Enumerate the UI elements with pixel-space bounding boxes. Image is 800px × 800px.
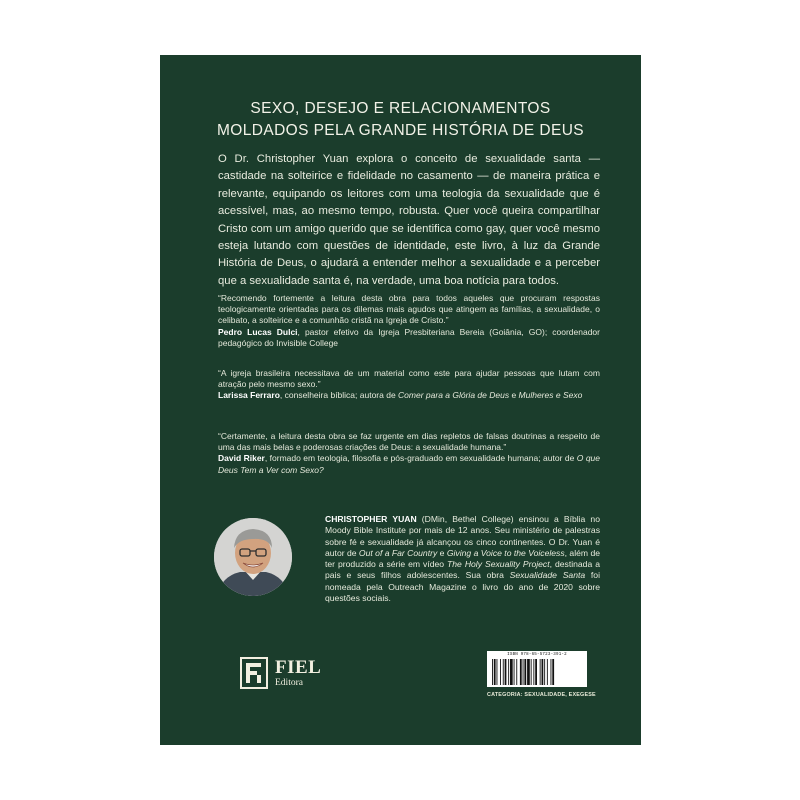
endorsement-text: “Certamente, a leitura desta obra se faz urgente em dias repletos de falsas doutrinas a respeito de uma das mais belas e poderosas criações de Deus: a sexualidade humana.” [218, 431, 600, 453]
bio-text: e [437, 547, 447, 558]
endorser-work-title: Comer para a Glória de Deus [398, 390, 510, 401]
intro-paragraph: O Dr. Christopher Yuan explora o conceito de sexualidade santa — castidade na solteirice e fidelidade no casamento — de maneira prática e relevante, equipando os leitores com uma teologia da sexualidade que é acessível, mas, ao mesmo tempo, robusta. Quer você queira compartilhar Cristo com um amigo querido que se identifica como gay, quer você mesmo esteja lutando com questões de identidade, este livro, à luz da Grande História de Deus, o ajudará a entender melhor a sexualidade e a perceber que a sexualidade santa é, na verdade, uma boa notícia para todos. [218, 153, 600, 287]
book-title: Giving a Voice to the Voiceless [446, 547, 565, 558]
endorsement-quote [218, 431, 600, 476]
category-label: CATEGORIA: SEXUALIDADE, EXEGESE [487, 692, 596, 698]
author-photo [214, 518, 292, 596]
publisher-name: FIEL [275, 657, 322, 678]
endorsement-text: “Recomendo fortemente a leitura desta obra para todos aqueles que procuram respostas teologicamente orientadas para os dilemas mais agudos que atingem as famílias, a sexualidade, o celibato, a solteirice e a comunhão cristã na Igreja de Cristo.” [218, 293, 600, 326]
endorsement-quote [218, 293, 600, 349]
book-title: Sexualidade Santa [509, 570, 586, 581]
publisher-logo [240, 657, 340, 693]
endorsement-text: “A igreja brasileira necessitava de um material como este para ajudar pessoas que lutam com atração pelo mesmo sexo.” [218, 368, 600, 390]
book-title: Out of a Far Country [358, 547, 438, 558]
isbn-barcode [487, 651, 587, 687]
endorsement-quote [218, 368, 600, 402]
endorser-name: Larissa Ferraro [218, 390, 280, 401]
bio-text: , destinada a pais e seus filhos adolescentes. Sua obra [325, 559, 600, 581]
bio-text: foi nomeada pela Outreach Magazine o livro do ano de 2020 sobre questões sociais. [325, 570, 600, 604]
video-series-title: The Holy Sexuality Project [447, 559, 550, 570]
bio-text: , além de ter produzido a série em vídeo [325, 547, 601, 570]
cover-headline [160, 98, 641, 142]
endorser-role: , formado em teologia, filosofia e pós-graduado em sexualidade humana; autor de [264, 453, 577, 464]
book-back-cover [160, 55, 641, 745]
endorser-role: , pastor efetivo da Igreja Presbiteriana Bereia (Goiânia, GO); coordenador pedagógico do Invisible College [218, 326, 600, 348]
endorser-name: David Riker [218, 453, 265, 464]
endorser-work-title: Mulheres e Sexo [518, 390, 583, 401]
endorser-role: , conselheira bíblica; autora de [279, 390, 399, 401]
endorser-name: Pedro Lucas Dulci [218, 326, 298, 337]
headline-line-1: SEXO, DESEJO E RELACIONAMENTOS [250, 100, 551, 117]
publisher-subtitle: Editora [275, 678, 303, 688]
author-bio [325, 514, 600, 604]
isbn-number: ISBN 978-65-5723-391-2 [507, 653, 567, 657]
author-portrait-illustration [214, 518, 292, 596]
bio-text: (DMin, Bethel College) ensinou a Bíblia no Moody Bible Institute por mais de 12 anos. Seu ministério de palestras sobre fé e sexualidade já alcançou os cinco continentes. O Dr. Yuan é autor de [325, 514, 600, 558]
author-name: CHRISTOPHER YUAN [325, 514, 417, 524]
endorser-work-title: O que Deus Tem a Ver com Sexo? [218, 453, 601, 475]
endorser-role-joiner: e [509, 390, 519, 401]
headline-line-2: MOLDADOS PELA GRANDE HISTÓRIA DE DEUS [216, 122, 585, 139]
barcode-icon [492, 659, 582, 685]
fiel-logo-icon [240, 657, 268, 689]
